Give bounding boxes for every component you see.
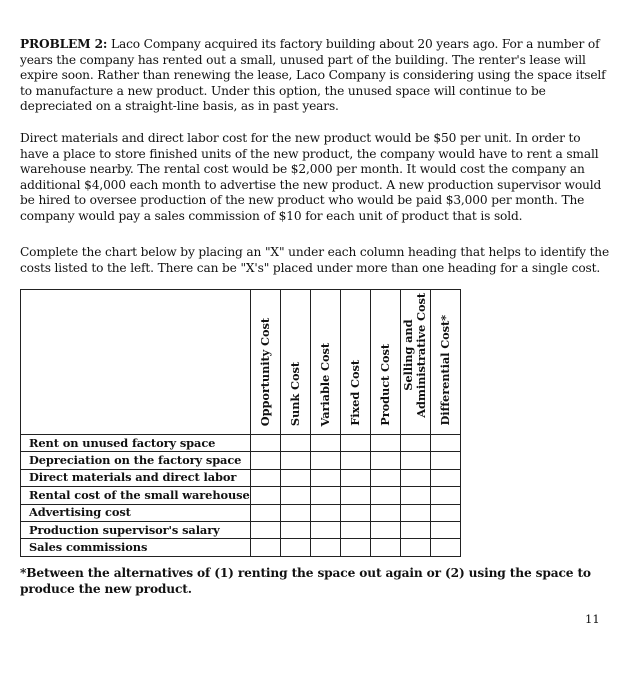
answer-cell[interactable] <box>400 487 430 504</box>
chart-row-advertising <box>21 504 461 521</box>
column-header-product-cost: Product Cost <box>370 290 400 435</box>
answer-cell[interactable] <box>370 504 400 521</box>
answer-cell[interactable] <box>280 452 310 469</box>
answer-cell[interactable] <box>250 539 280 556</box>
blank-header-cell <box>21 290 251 435</box>
answer-cell[interactable] <box>310 487 340 504</box>
answer-cell[interactable] <box>430 504 460 521</box>
row-label: Direct materials and direct labor <box>21 469 251 486</box>
row-label: Rent on unused factory space <box>21 435 251 452</box>
answer-cell[interactable] <box>310 504 340 521</box>
answer-cell[interactable] <box>400 469 430 486</box>
answer-cell[interactable] <box>340 469 370 486</box>
page-number: 11 <box>585 612 600 626</box>
answer-cell[interactable] <box>280 504 310 521</box>
answer-cell[interactable] <box>250 521 280 538</box>
answer-cell[interactable] <box>250 504 280 521</box>
problem-text-1: Laco Company acquired its factory building about 20 years ago. For a number of years the company has rented out a small, unused part of the building. The renter's lease will expire soon. Rather than renewing the lease, Laco Company is considering using the space itself to manufacture a new product. Under this option, the unused space will continue to be depreciated on a straight-line basis, as in past years. <box>20 37 606 114</box>
answer-cell[interactable] <box>370 487 400 504</box>
answer-cell[interactable] <box>400 539 430 556</box>
chart-row-sales-commissions <box>21 539 461 556</box>
answer-cell[interactable] <box>280 435 310 452</box>
answer-cell[interactable] <box>280 487 310 504</box>
answer-cell[interactable] <box>370 435 400 452</box>
column-header-opportunity-cost: Opportunity Cost <box>250 290 280 435</box>
row-label: Production supervisor's salary <box>21 521 251 538</box>
answer-cell[interactable] <box>430 469 460 486</box>
chart-header-row <box>21 290 461 435</box>
answer-cell[interactable] <box>310 435 340 452</box>
answer-cell[interactable] <box>280 521 310 538</box>
problem-text-2: Direct materials and direct labor cost for the new product would be $50 per unit. In order to have a place to store finished units of the new product, the company would have to rent a small warehouse nearby. The rental cost would be $2,000 per month. It would cost the company an additional $4,000 each month to advertise the new product. A new production supervisor would be hired to oversee production of the new product who would be paid $3,000 per month. The company would pay a sales commission of $10 for each unit of product that is sold. <box>20 131 602 223</box>
answer-cell[interactable] <box>370 452 400 469</box>
column-header-sunk-cost: Sunk Cost <box>280 290 310 435</box>
answer-cell[interactable] <box>340 487 370 504</box>
answer-cell[interactable] <box>310 539 340 556</box>
answer-cell[interactable] <box>400 452 430 469</box>
answer-cell[interactable] <box>430 521 460 538</box>
answer-cell[interactable] <box>310 469 340 486</box>
column-header-differential-cost: Differential Cost* <box>430 290 460 435</box>
answer-cell[interactable] <box>340 452 370 469</box>
column-header-selling-line-2: Administrative Cost <box>414 293 429 418</box>
column-header-selling-and-administrative-cost <box>400 290 430 435</box>
chart-row-direct-materials-labor <box>21 469 461 486</box>
answer-cell[interactable] <box>340 539 370 556</box>
answer-cell[interactable] <box>340 435 370 452</box>
chart-row-depreciation <box>21 452 461 469</box>
row-label: Sales commissions <box>21 539 251 556</box>
answer-cell[interactable] <box>430 435 460 452</box>
row-label: Depreciation on the factory space <box>21 452 251 469</box>
answer-cell[interactable] <box>430 452 460 469</box>
answer-cell[interactable] <box>250 469 280 486</box>
cost-classification-chart <box>20 289 461 557</box>
problem-heading: PROBLEM 2: <box>20 37 108 51</box>
answer-cell[interactable] <box>250 487 280 504</box>
chart-row-rent-unused-space <box>21 435 461 452</box>
answer-cell[interactable] <box>370 469 400 486</box>
row-label: Advertising cost <box>21 504 251 521</box>
footnote: *Between the alternatives of (1) renting the space out again or (2) using the space to produce the new product. <box>20 566 591 596</box>
answer-cell[interactable] <box>310 452 340 469</box>
answer-cell[interactable] <box>310 521 340 538</box>
column-header-variable-cost: Variable Cost <box>310 290 340 435</box>
column-header-selling-line-1: Selling and <box>401 320 416 392</box>
row-label: Rental cost of the small warehouse <box>21 487 251 504</box>
column-header-fixed-cost: Fixed Cost <box>340 290 370 435</box>
answer-cell[interactable] <box>250 452 280 469</box>
answer-cell[interactable] <box>400 435 430 452</box>
instructions-text: Complete the chart below by placing an "X" under each column heading that helps to identify the costs listed to the left. There can be "X's" placed under more than one heading for a single cost. <box>20 245 610 275</box>
answer-cell[interactable] <box>400 504 430 521</box>
answer-cell[interactable] <box>340 504 370 521</box>
answer-cell[interactable] <box>340 521 370 538</box>
answer-cell[interactable] <box>430 539 460 556</box>
answer-cell[interactable] <box>250 435 280 452</box>
chart-row-warehouse-rental <box>21 487 461 504</box>
problem-paragraph-2 <box>20 131 610 225</box>
instructions-paragraph <box>20 245 610 276</box>
answer-cell[interactable] <box>370 539 400 556</box>
problem-paragraph-1 <box>20 37 610 115</box>
chart-row-supervisor-salary <box>21 521 461 538</box>
answer-cell[interactable] <box>370 521 400 538</box>
answer-cell[interactable] <box>280 539 310 556</box>
answer-cell[interactable] <box>430 487 460 504</box>
answer-cell[interactable] <box>400 521 430 538</box>
answer-cell[interactable] <box>280 469 310 486</box>
